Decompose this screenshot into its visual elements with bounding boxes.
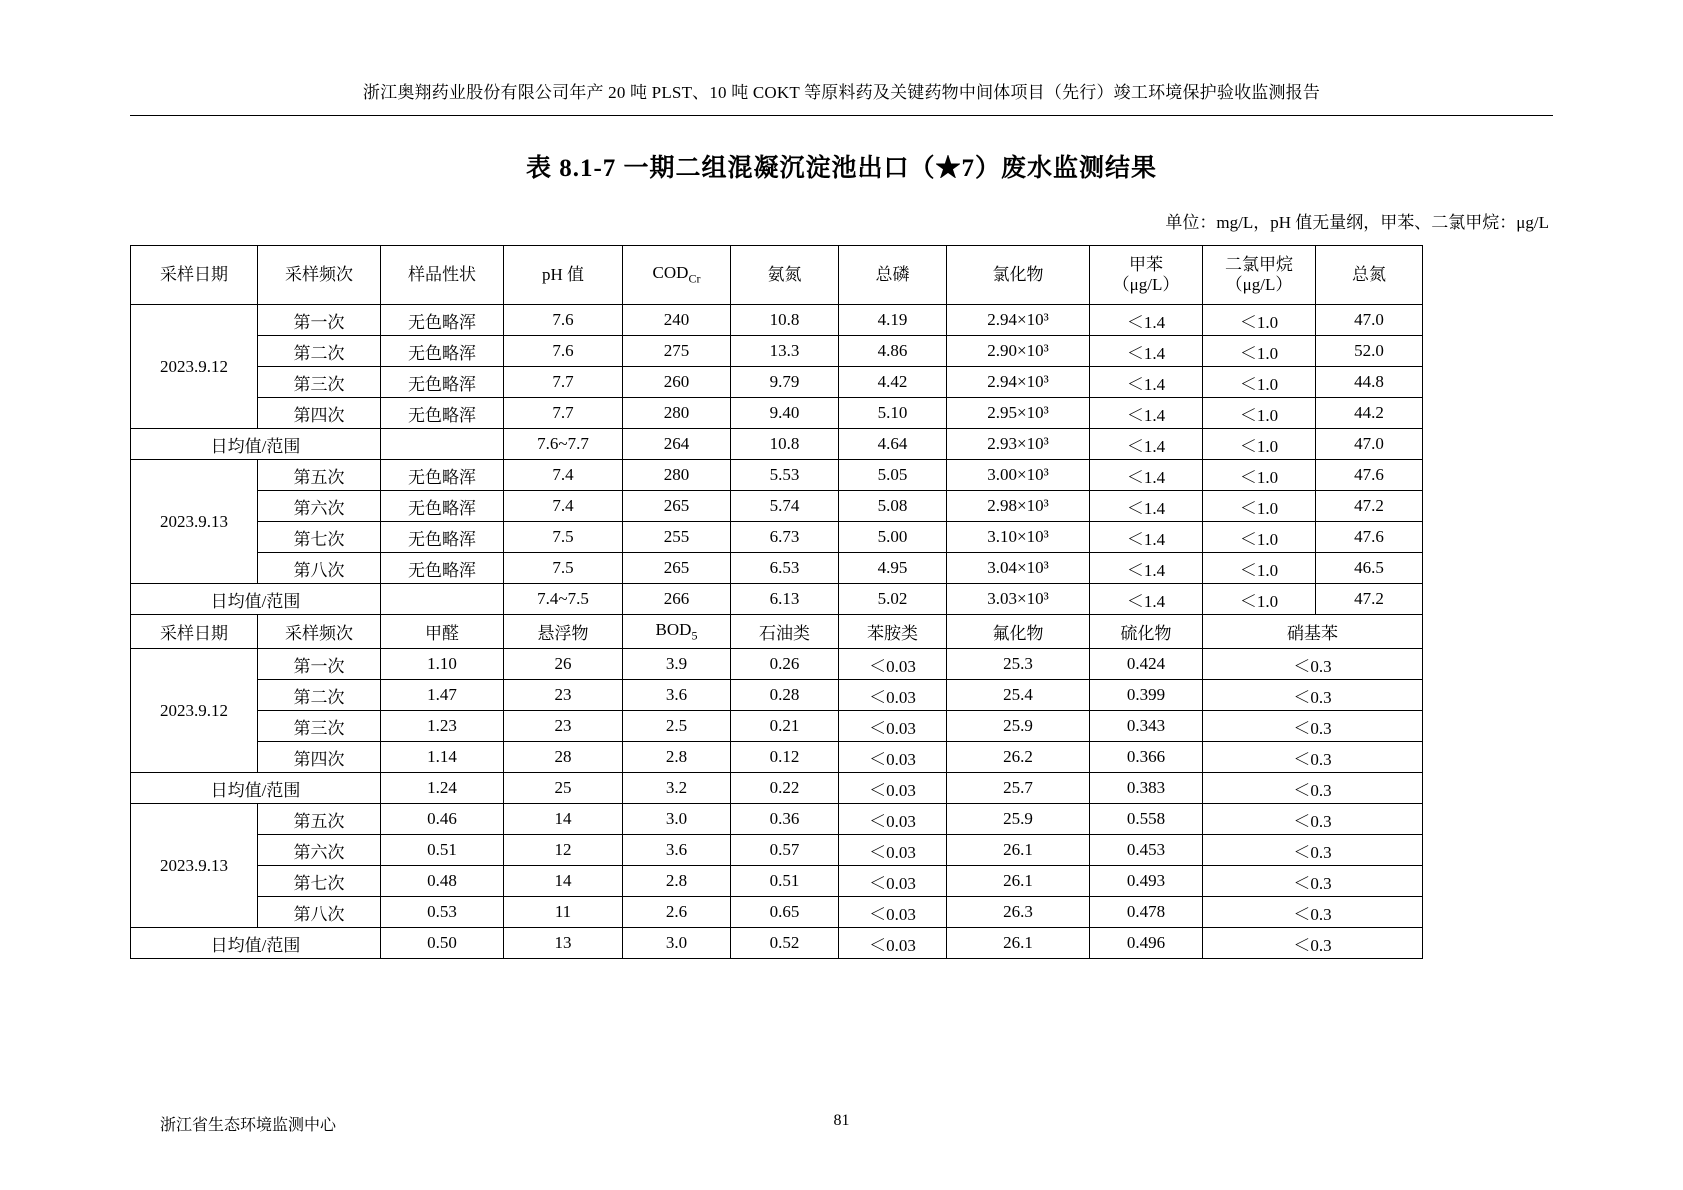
cell-ph: 7.7 [504,398,623,429]
cell-summary-label: 日均值/范围 [131,773,381,804]
cell-toluene: ＜1.4 [1090,305,1203,336]
cell-toluene: ＜1.4 [1090,522,1203,553]
col-header-sample-appearance: 样品性状 [381,246,504,305]
cell-frequency: 第四次 [258,742,381,773]
col-header-cod-sub: Cr [688,271,701,286]
cell-bod: 3.0 [623,804,731,835]
table-row [131,398,1423,429]
col-header-date: 采样日期 [131,246,258,305]
cell-petroleum: 0.28 [731,680,839,711]
cell-chloride: 3.03×10³ [947,584,1090,615]
cell-formaldehyde: 1.23 [381,711,504,742]
cell-cod: 240 [623,305,731,336]
cell-aniline: ＜0.03 [839,649,947,680]
cell-formaldehyde: 1.47 [381,680,504,711]
table-row [131,711,1423,742]
cell-sample [381,584,504,615]
cell-cod: 255 [623,522,731,553]
cell-nitrobenzene: ＜0.3 [1203,866,1423,897]
cell-date: 2023.9.13 [131,804,258,928]
cell-total-nitrogen: 52.0 [1316,336,1423,367]
cell-total-nitrogen: 47.6 [1316,460,1423,491]
cell-aniline: ＜0.03 [839,866,947,897]
cell-frequency: 第二次 [258,336,381,367]
col-header-ammonia: 氨氮 [731,246,839,305]
cell-ammonia: 13.3 [731,336,839,367]
cell-total-nitrogen: 47.2 [1316,584,1423,615]
col-header-bod-main: BOD [655,619,692,639]
col-header-cod-main: COD [652,263,689,283]
cell-formaldehyde: 0.48 [381,866,504,897]
page-number: 81 [833,1112,850,1129]
cell-frequency: 第七次 [258,866,381,897]
cell-sulfide: 0.478 [1090,897,1203,928]
cell-ammonia: 9.79 [731,367,839,398]
cell-frequency: 第二次 [258,680,381,711]
cell-suspended-solids: 23 [504,711,623,742]
col-header-aniline: 苯胺类 [839,615,947,649]
col-header-fluoride: 氟化物 [947,615,1090,649]
cell-aniline: ＜0.03 [839,835,947,866]
cell-bod: 2.5 [623,711,731,742]
cell-ph: 7.6~7.7 [504,429,623,460]
cell-petroleum: 0.21 [731,711,839,742]
cell-nitrobenzene: ＜0.3 [1203,804,1423,835]
col-header-total-nitrogen: 总氮 [1316,246,1423,305]
cell-ammonia: 10.8 [731,305,839,336]
cell-sulfide: 0.453 [1090,835,1203,866]
cell-cod: 265 [623,553,731,584]
cell-suspended-solids: 13 [504,928,623,959]
cell-sulfide: 0.424 [1090,649,1203,680]
cell-aniline: ＜0.03 [839,680,947,711]
cell-total-phosphorus: 4.95 [839,553,947,584]
cell-dcm: ＜1.0 [1203,336,1316,367]
cell-fluoride: 25.7 [947,773,1090,804]
cell-ammonia: 6.73 [731,522,839,553]
running-header [130,0,1553,116]
cell-total-nitrogen: 47.0 [1316,305,1423,336]
cell-bod: 2.8 [623,866,731,897]
col-header-frequency: 采样频次 [258,246,381,305]
cell-dcm: ＜1.0 [1203,522,1316,553]
cell-toluene: ＜1.4 [1090,336,1203,367]
table-row [131,649,1423,680]
col-header-nitrobenzene: 硝基苯 [1203,615,1423,649]
cell-ph: 7.7 [504,367,623,398]
cell-sample: 无色略浑 [381,398,504,429]
cell-formaldehyde: 1.24 [381,773,504,804]
unit-note: 单位：mg/L，pH 值无量纲，甲苯、二氯甲烷：μg/L [1165,213,1549,232]
cell-fluoride: 25.9 [947,711,1090,742]
cell-total-nitrogen: 47.6 [1316,522,1423,553]
cell-fluoride: 26.1 [947,866,1090,897]
table-summary-row [131,773,1423,804]
cell-frequency: 第七次 [258,522,381,553]
cell-cod: 265 [623,491,731,522]
col-header-petroleum: 石油类 [731,615,839,649]
cell-fluoride: 26.1 [947,835,1090,866]
cell-sulfide: 0.366 [1090,742,1203,773]
cell-frequency: 第一次 [258,649,381,680]
cell-dcm: ＜1.0 [1203,460,1316,491]
cell-nitrobenzene: ＜0.3 [1203,897,1423,928]
cell-dcm: ＜1.0 [1203,429,1316,460]
col-header-toluene [1090,246,1203,305]
cell-sulfide: 0.383 [1090,773,1203,804]
table-row [131,804,1423,835]
cell-nitrobenzene: ＜0.3 [1203,711,1423,742]
cell-nitrobenzene: ＜0.3 [1203,680,1423,711]
table-row [131,336,1423,367]
col-header-ph: pH 值 [504,246,623,305]
cell-bod: 3.9 [623,649,731,680]
table-row [131,835,1423,866]
cell-petroleum: 0.57 [731,835,839,866]
cell-frequency: 第八次 [258,553,381,584]
cell-ph: 7.4 [504,460,623,491]
cell-total-nitrogen: 44.8 [1316,367,1423,398]
col-header-date-2: 采样日期 [131,615,258,649]
col-header-sulfide: 硫化物 [1090,615,1203,649]
cell-bod: 3.6 [623,680,731,711]
cell-frequency: 第六次 [258,835,381,866]
cell-suspended-solids: 26 [504,649,623,680]
cell-petroleum: 0.65 [731,897,839,928]
cell-sample: 无色略浑 [381,367,504,398]
cell-fluoride: 25.3 [947,649,1090,680]
cell-suspended-solids: 14 [504,866,623,897]
cell-formaldehyde: 0.46 [381,804,504,835]
cell-chloride: 2.94×10³ [947,367,1090,398]
running-header-text: 浙江奥翔药业股份有限公司年产 20 吨 PLST、10 吨 COKT 等原料药及关键药物中间体项目（先行）竣工环境保护验收监测报告 [362,83,1321,102]
table-row [131,522,1423,553]
cell-dcm: ＜1.0 [1203,367,1316,398]
cell-bod: 2.6 [623,897,731,928]
cell-ph: 7.5 [504,553,623,584]
cell-total-phosphorus: 5.00 [839,522,947,553]
page-footer [0,1112,1683,1134]
cell-nitrobenzene: ＜0.3 [1203,835,1423,866]
cell-formaldehyde: 0.53 [381,897,504,928]
cell-toluene: ＜1.4 [1090,553,1203,584]
cell-toluene: ＜1.4 [1090,584,1203,615]
col-header-frequency-2: 采样频次 [258,615,381,649]
cell-toluene: ＜1.4 [1090,398,1203,429]
cell-formaldehyde: 1.14 [381,742,504,773]
cell-suspended-solids: 11 [504,897,623,928]
cell-frequency: 第五次 [258,460,381,491]
cell-aniline: ＜0.03 [839,742,947,773]
table-row [131,897,1423,928]
cell-sample: 无色略浑 [381,491,504,522]
cell-cod: 280 [623,398,731,429]
cell-nitrobenzene: ＜0.3 [1203,773,1423,804]
cell-frequency: 第五次 [258,804,381,835]
cell-cod: 280 [623,460,731,491]
cell-fluoride: 25.4 [947,680,1090,711]
col-header-toluene-l1: 甲苯 [1129,254,1163,274]
col-header-total-phosphorus: 总磷 [839,246,947,305]
cell-suspended-solids: 28 [504,742,623,773]
table-row [131,305,1423,336]
cell-cod: 275 [623,336,731,367]
wastewater-results-table [130,245,1423,959]
table-row [131,460,1423,491]
col-header-chloride: 氯化物 [947,246,1090,305]
cell-ph: 7.4 [504,491,623,522]
col-header-suspended-solids: 悬浮物 [504,615,623,649]
cell-frequency: 第四次 [258,398,381,429]
cell-frequency: 第三次 [258,711,381,742]
cell-sample: 无色略浑 [381,336,504,367]
cell-sulfide: 0.493 [1090,866,1203,897]
cell-date: 2023.9.12 [131,305,258,429]
table-row [131,680,1423,711]
cell-suspended-solids: 12 [504,835,623,866]
cell-frequency: 第六次 [258,491,381,522]
cell-total-phosphorus: 4.64 [839,429,947,460]
cell-petroleum: 0.22 [731,773,839,804]
cell-toluene: ＜1.4 [1090,460,1203,491]
cell-total-phosphorus: 4.19 [839,305,947,336]
cell-aniline: ＜0.03 [839,773,947,804]
cell-chloride: 3.10×10³ [947,522,1090,553]
cell-nitrobenzene: ＜0.3 [1203,649,1423,680]
col-header-bod-sub: 5 [691,628,698,643]
cell-chloride: 2.98×10³ [947,491,1090,522]
cell-sample: 无色略浑 [381,553,504,584]
cell-toluene: ＜1.4 [1090,429,1203,460]
cell-sulfide: 0.343 [1090,711,1203,742]
cell-fluoride: 26.3 [947,897,1090,928]
cell-bod: 2.8 [623,742,731,773]
cell-ph: 7.5 [504,522,623,553]
cell-petroleum: 0.36 [731,804,839,835]
col-header-toluene-l2: （μg/L） [1112,275,1180,294]
cell-fluoride: 26.2 [947,742,1090,773]
cell-total-phosphorus: 5.08 [839,491,947,522]
cell-ph: 7.6 [504,305,623,336]
cell-suspended-solids: 14 [504,804,623,835]
cell-toluene: ＜1.4 [1090,367,1203,398]
table-row [131,866,1423,897]
table-row [131,742,1423,773]
cell-sample: 无色略浑 [381,522,504,553]
cell-date: 2023.9.12 [131,649,258,773]
cell-ammonia: 9.40 [731,398,839,429]
cell-date: 2023.9.13 [131,460,258,584]
cell-petroleum: 0.51 [731,866,839,897]
cell-bod: 3.6 [623,835,731,866]
cell-total-phosphorus: 5.10 [839,398,947,429]
cell-fluoride: 25.9 [947,804,1090,835]
cell-formaldehyde: 0.51 [381,835,504,866]
cell-formaldehyde: 1.10 [381,649,504,680]
cell-nitrobenzene: ＜0.3 [1203,928,1423,959]
cell-chloride: 2.93×10³ [947,429,1090,460]
table-header-row-2 [131,615,1423,649]
cell-sample [381,429,504,460]
col-header-dcm-l2: （μg/L） [1225,275,1293,294]
cell-summary-label: 日均值/范围 [131,584,381,615]
col-header-cod [623,246,731,305]
col-header-formaldehyde: 甲醛 [381,615,504,649]
table-row [131,367,1423,398]
cell-petroleum: 0.12 [731,742,839,773]
footer-organization: 浙江省生态环境监测中心 [160,1117,337,1134]
cell-cod: 260 [623,367,731,398]
cell-ph: 7.6 [504,336,623,367]
cell-total-phosphorus: 4.42 [839,367,947,398]
cell-frequency: 第八次 [258,897,381,928]
cell-sulfide: 0.399 [1090,680,1203,711]
cell-cod: 264 [623,429,731,460]
table-row [131,491,1423,522]
cell-aniline: ＜0.03 [839,928,947,959]
cell-ammonia: 6.53 [731,553,839,584]
cell-total-nitrogen: 46.5 [1316,553,1423,584]
table-header-row-1 [131,246,1423,305]
cell-fluoride: 26.1 [947,928,1090,959]
cell-summary-label: 日均值/范围 [131,429,381,460]
cell-total-phosphorus: 5.02 [839,584,947,615]
cell-summary-label: 日均值/范围 [131,928,381,959]
cell-chloride: 3.00×10³ [947,460,1090,491]
cell-total-nitrogen: 44.2 [1316,398,1423,429]
cell-ammonia: 6.13 [731,584,839,615]
cell-chloride: 2.94×10³ [947,305,1090,336]
cell-ammonia: 5.74 [731,491,839,522]
cell-total-phosphorus: 4.86 [839,336,947,367]
cell-petroleum: 0.26 [731,649,839,680]
cell-nitrobenzene: ＜0.3 [1203,742,1423,773]
table-title: 表 8.1-7 一期二组混凝沉淀池出口（★7）废水监测结果 [525,155,1158,182]
cell-ph: 7.4~7.5 [504,584,623,615]
cell-ammonia: 10.8 [731,429,839,460]
cell-aniline: ＜0.03 [839,711,947,742]
cell-chloride: 2.95×10³ [947,398,1090,429]
cell-dcm: ＜1.0 [1203,584,1316,615]
cell-bod: 3.0 [623,928,731,959]
cell-aniline: ＜0.03 [839,804,947,835]
cell-dcm: ＜1.0 [1203,491,1316,522]
cell-aniline: ＜0.03 [839,897,947,928]
cell-chloride: 3.04×10³ [947,553,1090,584]
col-header-dichloromethane [1203,246,1316,305]
cell-sample: 无色略浑 [381,305,504,336]
cell-chloride: 2.90×10³ [947,336,1090,367]
cell-formaldehyde: 0.50 [381,928,504,959]
cell-total-phosphorus: 5.05 [839,460,947,491]
cell-suspended-solids: 23 [504,680,623,711]
cell-dcm: ＜1.0 [1203,305,1316,336]
table-summary-row [131,429,1423,460]
cell-cod: 266 [623,584,731,615]
cell-frequency: 第一次 [258,305,381,336]
cell-dcm: ＜1.0 [1203,553,1316,584]
table-summary-row [131,584,1423,615]
col-header-dcm-l1: 二氯甲烷 [1225,254,1293,274]
cell-ammonia: 5.53 [731,460,839,491]
table-summary-row [131,928,1423,959]
header-divider [130,115,1553,116]
cell-toluene: ＜1.4 [1090,491,1203,522]
cell-suspended-solids: 25 [504,773,623,804]
cell-total-nitrogen: 47.2 [1316,491,1423,522]
cell-sulfide: 0.558 [1090,804,1203,835]
col-header-bod [623,615,731,649]
cell-frequency: 第三次 [258,367,381,398]
table-row [131,553,1423,584]
cell-petroleum: 0.52 [731,928,839,959]
cell-total-nitrogen: 47.0 [1316,429,1423,460]
cell-bod: 3.2 [623,773,731,804]
cell-sample: 无色略浑 [381,460,504,491]
cell-dcm: ＜1.0 [1203,398,1316,429]
cell-sulfide: 0.496 [1090,928,1203,959]
